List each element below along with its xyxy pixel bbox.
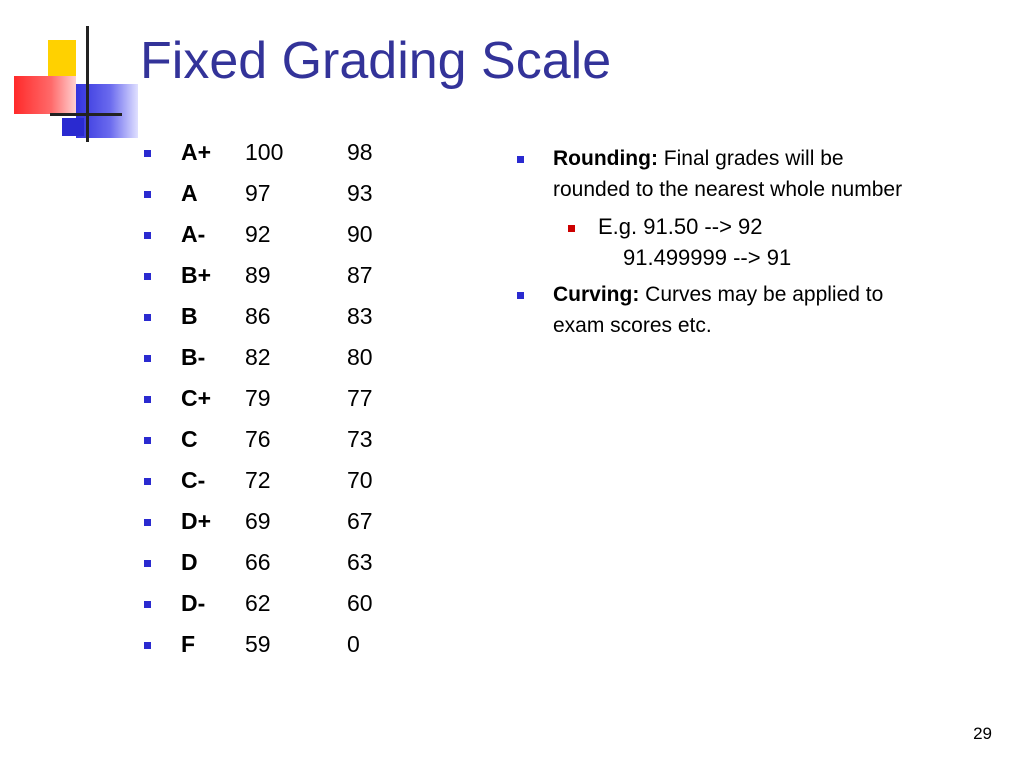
- bullet-icon: [144, 273, 151, 280]
- grade-letter: A-: [181, 221, 206, 247]
- logo-dark-blue-square: [62, 118, 84, 136]
- bullet-icon: [144, 437, 151, 444]
- grade-min-score: 87: [347, 262, 373, 288]
- grade-min-score: 83: [347, 303, 373, 329]
- grade-min-score: 77: [347, 385, 373, 411]
- grade-max-score: 97: [245, 180, 271, 206]
- bullet-icon: [517, 292, 524, 299]
- grade-letter: D+: [181, 508, 212, 534]
- bullet-icon: [568, 225, 575, 232]
- bullet-icon: [517, 156, 524, 163]
- grade-max-score: 62: [245, 590, 271, 616]
- bullet-icon: [144, 560, 151, 567]
- bullet-icon: [144, 396, 151, 403]
- grade-max-score: 100: [245, 139, 284, 165]
- grade-letter: B+: [181, 262, 212, 288]
- grade-min-score: 98: [347, 139, 373, 165]
- curving-text: Curves may be applied to exam scores etc.: [553, 283, 884, 337]
- logo-horizontal-line: [50, 113, 122, 116]
- grade-max-score: 69: [245, 508, 271, 534]
- logo-vertical-line: [86, 26, 89, 142]
- curving-label: Curving:: [553, 283, 640, 306]
- rounding-note: [512, 143, 912, 273]
- bullet-icon: [144, 355, 151, 362]
- bullet-icon: [144, 601, 151, 608]
- grade-max-score: 66: [245, 549, 271, 575]
- grade-min-score: 67: [347, 508, 373, 534]
- grade-letter: C: [181, 426, 198, 452]
- slide-title: Fixed Grading Scale: [140, 32, 612, 90]
- bullet-icon: [144, 232, 151, 239]
- grade-min-score: 0: [347, 631, 360, 657]
- grade-min-score: 90: [347, 221, 373, 247]
- rounding-example-list: [553, 211, 912, 273]
- rounding-example-line-2: 91.499999 --> 91: [623, 245, 792, 270]
- curving-note: [512, 279, 912, 341]
- bullet-icon: [144, 642, 151, 649]
- grade-max-score: 86: [245, 303, 271, 329]
- rounding-example-line-1: E.g. 91.50 --> 92: [598, 214, 763, 239]
- grade-letter: D-: [181, 590, 206, 616]
- rounding-example: [553, 211, 912, 273]
- slide-logo: [0, 0, 150, 150]
- logo-red-square: [14, 76, 76, 114]
- grade-letter: A+: [181, 139, 212, 165]
- grade-max-score: 89: [245, 262, 271, 288]
- bullet-icon: [144, 150, 151, 157]
- grade-min-score: 70: [347, 467, 373, 493]
- grade-max-score: 72: [245, 467, 271, 493]
- rounding-label: Rounding:: [553, 147, 658, 170]
- grade-min-score: 63: [347, 549, 373, 575]
- logo-yellow-square: [48, 40, 76, 76]
- grade-max-score: 79: [245, 385, 271, 411]
- grade-max-score: 92: [245, 221, 271, 247]
- grade-letter: C-: [181, 467, 206, 493]
- grade-max-score: 76: [245, 426, 271, 452]
- grade-min-score: 73: [347, 426, 373, 452]
- grade-letter: C+: [181, 385, 212, 411]
- bullet-icon: [144, 519, 151, 526]
- bullet-icon: [144, 478, 151, 485]
- bullet-icon: [144, 191, 151, 198]
- grade-letter: F: [181, 631, 196, 657]
- grading-notes: [512, 143, 912, 341]
- grade-letter: D: [181, 549, 198, 575]
- grade-letter: B: [181, 303, 198, 329]
- bullet-icon: [144, 314, 151, 321]
- grade-min-score: 80: [347, 344, 373, 370]
- grade-letter: B-: [181, 344, 206, 370]
- grade-max-score: 59: [245, 631, 271, 657]
- grade-letter: A: [181, 180, 198, 206]
- rounding-text: Final grades will be rounded to the nearest whole number: [553, 147, 903, 201]
- page-number: 29: [973, 724, 992, 743]
- grade-min-score: 60: [347, 590, 373, 616]
- grade-max-score: 82: [245, 344, 271, 370]
- grade-min-score: 93: [347, 180, 373, 206]
